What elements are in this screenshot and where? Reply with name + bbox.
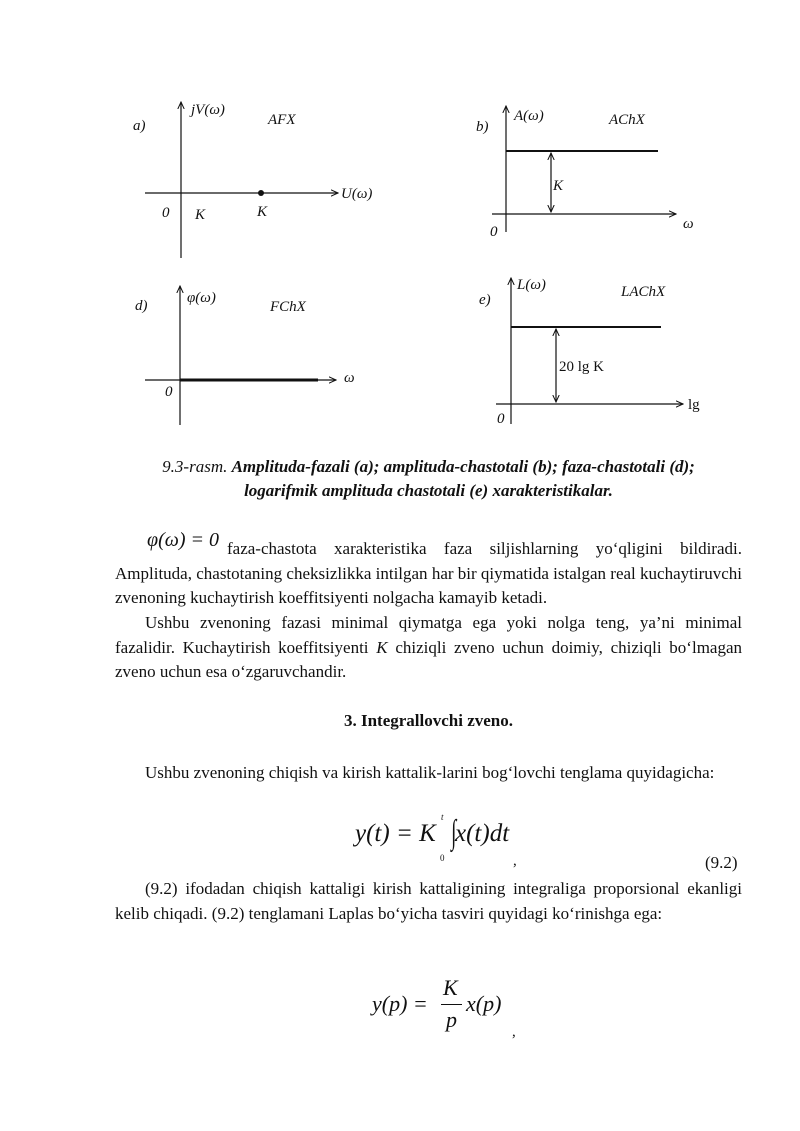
panel-b-x-label: ω bbox=[683, 216, 694, 232]
equation-1-lower-limit: 0 bbox=[440, 853, 445, 863]
caption-line-2 bbox=[115, 479, 742, 503]
equation-2-lhs: y(p) = bbox=[372, 991, 428, 1016]
panel-e-x-label: lg bbox=[688, 397, 700, 413]
panel-a-afx bbox=[133, 102, 372, 258]
panel-b-letter: b) bbox=[476, 119, 489, 135]
equation-2-numerator: K bbox=[443, 975, 458, 1000]
equation-2-rhs: x(p) bbox=[466, 991, 502, 1016]
panel-e-origin: 0 bbox=[497, 411, 505, 427]
panel-a-k-left: K bbox=[195, 207, 206, 223]
paragraph-2-part-a: Ushbu zvenoning fazasi minimal qiymatga ega yoki nolga teng, ya’ni minimal fazalidir. Kuchaytirish koeffitsiyenti bbox=[115, 613, 742, 657]
fraction-bar bbox=[441, 1004, 462, 1005]
panel-e-letter: e) bbox=[479, 292, 491, 308]
equation-2-comma: , bbox=[512, 1024, 516, 1040]
paragraph-2-part-b: chiziqli zveno uchun doimiy, chiziqli bo‘lmagan zveno uchun esa o‘zgaruvchandir. bbox=[115, 637, 743, 681]
panel-a-x-label: U(ω) bbox=[341, 186, 373, 202]
caption-line-2-bold: logarifmik amplituda chastotali (e) xarakteristikalar. bbox=[244, 481, 613, 500]
paragraph-1: faza-chastota xarakteristika faza siljishlarning yo‘qligini bildiradi. Amplituda, chastotaning cheksizlikka intilgan har bir qiymatida istalgan real kuchaytiruvchi zvenoning kuchaytirish koeffitsiyenti nolgacha kamayib ketadi. bbox=[115, 539, 742, 607]
phase-equation: φ(ω) = 0 bbox=[147, 529, 220, 551]
panel-e-y-label: L(ω) bbox=[517, 277, 546, 293]
panel-e-name: LAChX bbox=[621, 284, 666, 300]
panel-b-name: AChX bbox=[609, 112, 645, 128]
equation-1-comma: , bbox=[513, 853, 517, 869]
panel-d-y-label: φ(ω) bbox=[187, 290, 216, 306]
panel-a-k-point bbox=[258, 190, 264, 196]
integral-sign: ∫ bbox=[451, 814, 457, 851]
panel-e-level-label: 20 lg K bbox=[559, 359, 604, 375]
panel-d-origin: 0 bbox=[165, 384, 173, 400]
panel-d-x-label: ω bbox=[344, 370, 355, 386]
panel-a-k-point-label: K bbox=[257, 204, 268, 220]
equation-1-integrand: x(t)dt bbox=[455, 820, 510, 847]
panel-d-letter: d) bbox=[135, 298, 148, 314]
panel-b-origin: 0 bbox=[490, 224, 498, 240]
panel-d-fchx bbox=[135, 286, 355, 425]
section-heading: 3. Integrallovchi zveno. bbox=[343, 711, 514, 730]
paragraph-2-k: K bbox=[376, 637, 388, 657]
panel-a-name: AFX bbox=[268, 112, 296, 128]
panel-e-lachx bbox=[479, 277, 700, 427]
panel-a-y-label: jV(ω) bbox=[191, 102, 225, 118]
equation-1-number: (9.2) bbox=[705, 853, 738, 872]
figure-caption bbox=[115, 455, 742, 503]
paragraph-2 bbox=[115, 611, 742, 685]
panel-a-origin: 0 bbox=[162, 205, 170, 221]
caption-prefix: 9.3-rasm. bbox=[162, 457, 228, 476]
panel-b-y-label: A(ω) bbox=[514, 108, 544, 124]
equation-1-upper-limit: t bbox=[441, 812, 444, 822]
figure-9-3 bbox=[0, 0, 800, 440]
panel-d-name: FChX bbox=[270, 299, 306, 315]
panel-a-letter: a) bbox=[133, 118, 146, 134]
caption-line-1-bold: Amplituda-fazali (a); amplituda-chastotali (b); faza-chastotali (d); bbox=[231, 457, 695, 476]
panel-b-achx bbox=[476, 106, 694, 240]
equation-2-denominator: p bbox=[446, 1007, 457, 1032]
panel-b-k-label: K bbox=[553, 178, 564, 194]
equation-1-lhs: y(t) = K bbox=[355, 820, 436, 847]
paragraph-4: (9.2) ifodadan chiqish kattaligi kirish kattaligining integraliga proporsional ekanligi kelib chiqadi. (9.2) tenglamani Laplas bo‘yicha tasviri quyidagi ko‘rinishga ega: bbox=[115, 879, 742, 923]
paragraph-3: Ushbu zvenoning chiqish va kirish kattalik-larini bog‘lovchi tenglama quyidagicha: bbox=[145, 763, 715, 782]
caption-line-1 bbox=[115, 455, 742, 479]
